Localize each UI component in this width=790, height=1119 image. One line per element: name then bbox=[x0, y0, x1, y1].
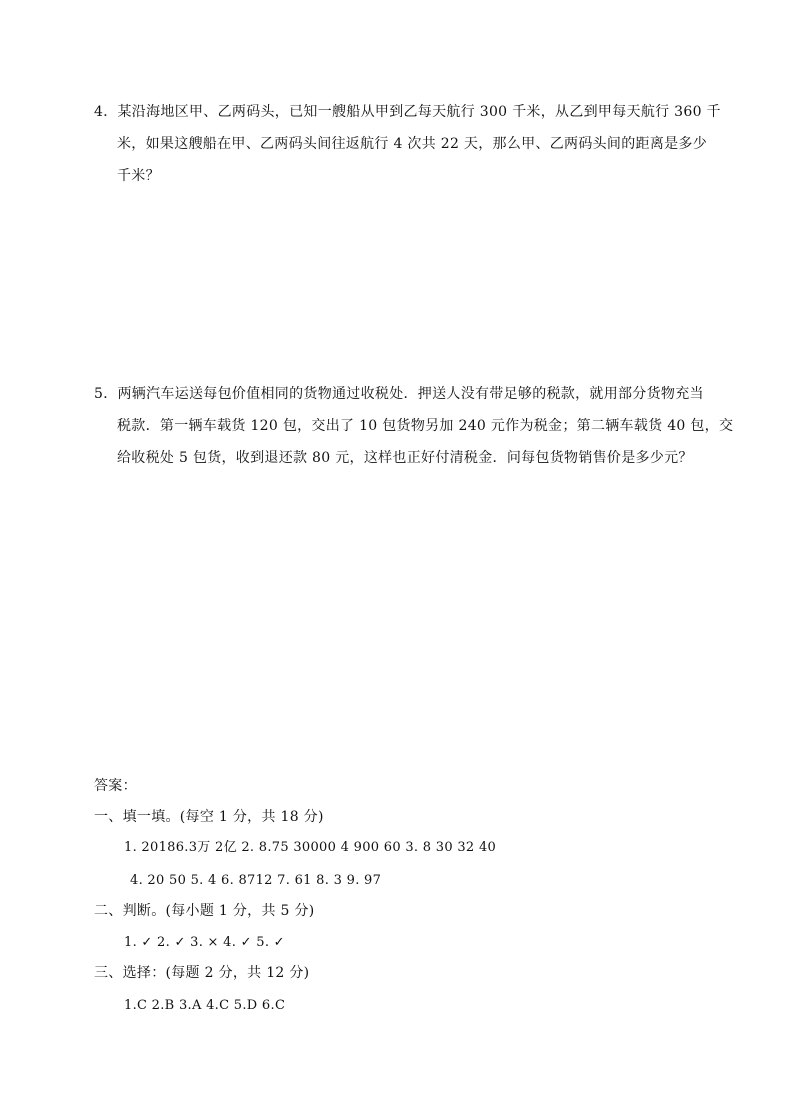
answers-section-1-title: 一、填一填。(每空 1 分，共 18 分) bbox=[94, 809, 324, 825]
answers-section-2-row-1: 1. ✓ 2. ✓ 3. × 4. ✓ 5. ✓ bbox=[124, 935, 285, 950]
answers-section-3-row-1: 1.C 2.B 3.A 4.C 5.D 6.C bbox=[124, 998, 286, 1013]
question-5-line-3: 给收税处 5 包货，收到退还款 80 元，这样也正好付清税金．问每包货物销售价是多少元？ bbox=[117, 450, 693, 466]
question-4-line-3: 千米？ bbox=[117, 168, 160, 184]
answers-section-1-row-1: 1. 20186.3万 2亿 2. 8.75 30000 4 900 60 3. 8 30 32 40 bbox=[124, 840, 497, 855]
question-4-line-1: 4．某沿海地区甲、乙两码头，已知一艘船从甲到乙每天航行 300 千米，从乙到甲每天航行 360 千 bbox=[94, 104, 721, 120]
answers-section-2-title: 二、判断。(每小题 1 分，共 5 分) bbox=[94, 903, 315, 919]
answers-section-1-row-2: 4. 20 50 5. 4 6. 8712 7. 61 8. 3 9. 97 bbox=[130, 873, 382, 888]
answers-heading: 答案： bbox=[94, 778, 137, 794]
question-5-line-2: 税款．第一辆车载货 120 包，交出了 10 包货物另加 240 元作为税金；第二辆车载货 40 包，交 bbox=[117, 418, 734, 434]
question-5-line-1: 5．两辆汽车运送每包价值相同的货物通过收税处．押送人没有带足够的税款，就用部分货物充当 bbox=[94, 386, 704, 402]
answers-section-3-title: 三、选择：(每题 2 分，共 12 分) bbox=[94, 965, 310, 981]
question-4-line-2: 米，如果这艘船在甲、乙两码头间往返航行 4 次共 22 天，那么甲、乙两码头间的距离是多少 bbox=[117, 136, 708, 152]
